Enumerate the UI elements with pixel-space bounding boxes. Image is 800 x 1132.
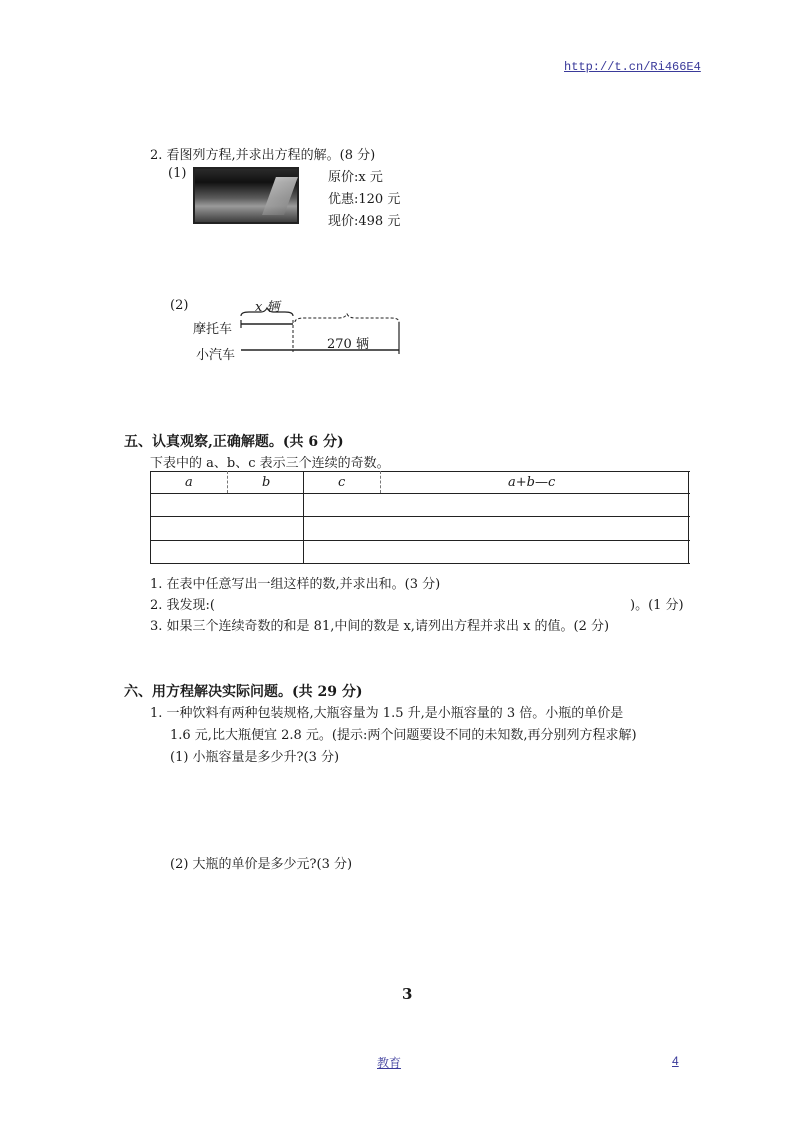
price-current: 现价:498 元 — [328, 214, 401, 229]
section-5-question-3: 3. 如果三个连续奇数的和是 81,中间的数是 x,请列出方程并求出 x 的值。(2 分) — [150, 619, 610, 634]
section-5-question-2: 2. 我发现:( — [150, 598, 215, 613]
section-6-q1-line-2: 1.6 元,比大瓶便宜 2.8 元。(提示:两个问题要设不同的未知数,再分别列方程求解) — [170, 728, 637, 743]
section-5-question-2-end: )。(1 分) — [630, 598, 684, 613]
section-6-title: 六、用方程解决实际问题。(共 29 分) — [124, 684, 363, 700]
section-6-sub-1: (1) 小瓶容量是多少升?(3 分) — [170, 750, 340, 765]
diagram-row-motorcycle: 摩托车 — [193, 322, 233, 337]
part-2-label: (2) — [170, 298, 189, 313]
segment-diagram — [235, 306, 405, 356]
page-number: 3 — [402, 985, 413, 1003]
header-url-link[interactable]: http://t.cn/Ri466E4 — [564, 60, 701, 74]
diagram-row-car: 小汽车 — [196, 348, 236, 363]
table-header-a: a — [185, 475, 193, 490]
question-2-title: 2. 看图列方程,并求出方程的解。(8 分) — [150, 148, 376, 163]
price-original: 原价:x 元 — [328, 170, 383, 185]
section-5-question-1: 1. 在表中任意写出一组这样的数,并求出和。(3 分) — [150, 577, 441, 592]
price-discount: 优惠:120 元 — [328, 192, 401, 207]
odd-numbers-table — [150, 471, 690, 564]
table-header-c: c — [338, 475, 346, 490]
part-1-label: (1) — [168, 166, 187, 181]
footer-page-link[interactable]: 4 — [672, 1054, 679, 1068]
table-header-sum: a+b—c — [508, 475, 556, 490]
section-6-q1-line-1: 1. 一种饮料有两种包装规格,大瓶容量为 1.5 升,是小瓶容量的 3 倍。小瓶的单价是 — [150, 706, 624, 721]
footer-link[interactable]: 教育 — [377, 1056, 402, 1070]
section-5-title: 五、认真观察,正确解题。(共 6 分) — [124, 434, 344, 450]
section-6-sub-2: (2) 大瓶的单价是多少元?(3 分) — [170, 857, 353, 872]
diagram-bottom-label: 270 辆 — [327, 337, 369, 352]
section-5-intro: 下表中的 a、b、c 表示三个连续的奇数。 — [150, 456, 390, 471]
tv-image — [193, 167, 299, 224]
diagram-top-label: x 辆 — [255, 300, 280, 315]
table-header-b: b — [262, 475, 271, 490]
